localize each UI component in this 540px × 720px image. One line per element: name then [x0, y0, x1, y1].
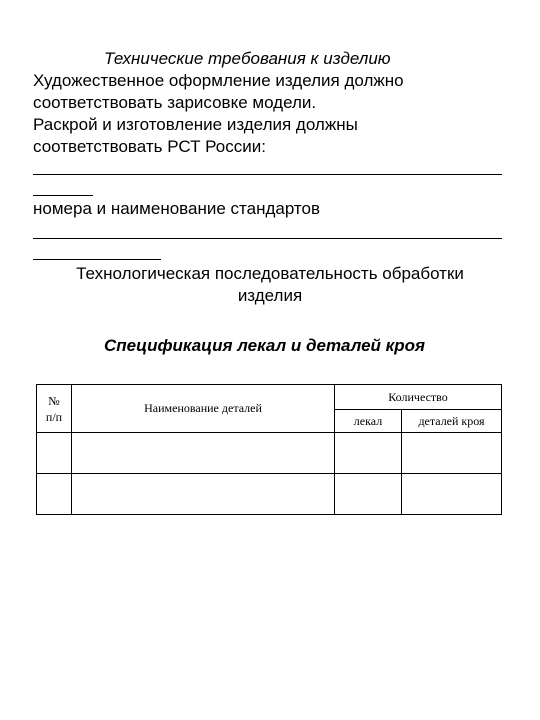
table-cell	[72, 433, 335, 474]
fill-line-2-cont	[33, 259, 161, 260]
sequence-heading-1: Технологическая последовательность обработки	[76, 264, 464, 283]
fill-line-1-cont	[33, 195, 93, 196]
header-patterns: лекал	[335, 410, 402, 433]
spec-table	[36, 384, 502, 515]
header-cut-parts: деталей кроя	[402, 410, 502, 433]
text-line-3: Раскрой и изготовление изделия должны	[33, 115, 358, 134]
spec-title: Спецификация лекал и деталей кроя	[104, 336, 426, 355]
table-cell	[402, 433, 502, 474]
table-row	[37, 474, 502, 515]
table-cell	[37, 433, 72, 474]
table-cell	[335, 474, 402, 515]
text-line-4: соответствовать РСТ России:	[33, 137, 266, 156]
table-cell	[402, 474, 502, 515]
fill-line-2	[33, 238, 502, 239]
header-quantity: Количество	[335, 385, 502, 410]
text-line-2: соответствовать зарисовке модели.	[33, 93, 317, 112]
table-cell	[37, 474, 72, 515]
table-cell	[335, 433, 402, 474]
header-no: № п/п	[37, 385, 72, 433]
table-cell	[72, 474, 335, 515]
header-name: Наименование деталей	[72, 385, 335, 433]
text-line-1: Художественное оформление изделия должно	[33, 71, 404, 90]
fill-line-1	[33, 174, 502, 175]
heading: Технические требования к изделию	[104, 49, 391, 68]
table-row	[37, 433, 502, 474]
sequence-heading-2: изделия	[237, 286, 303, 305]
standards-caption: номера и наименование стандартов	[33, 199, 320, 218]
